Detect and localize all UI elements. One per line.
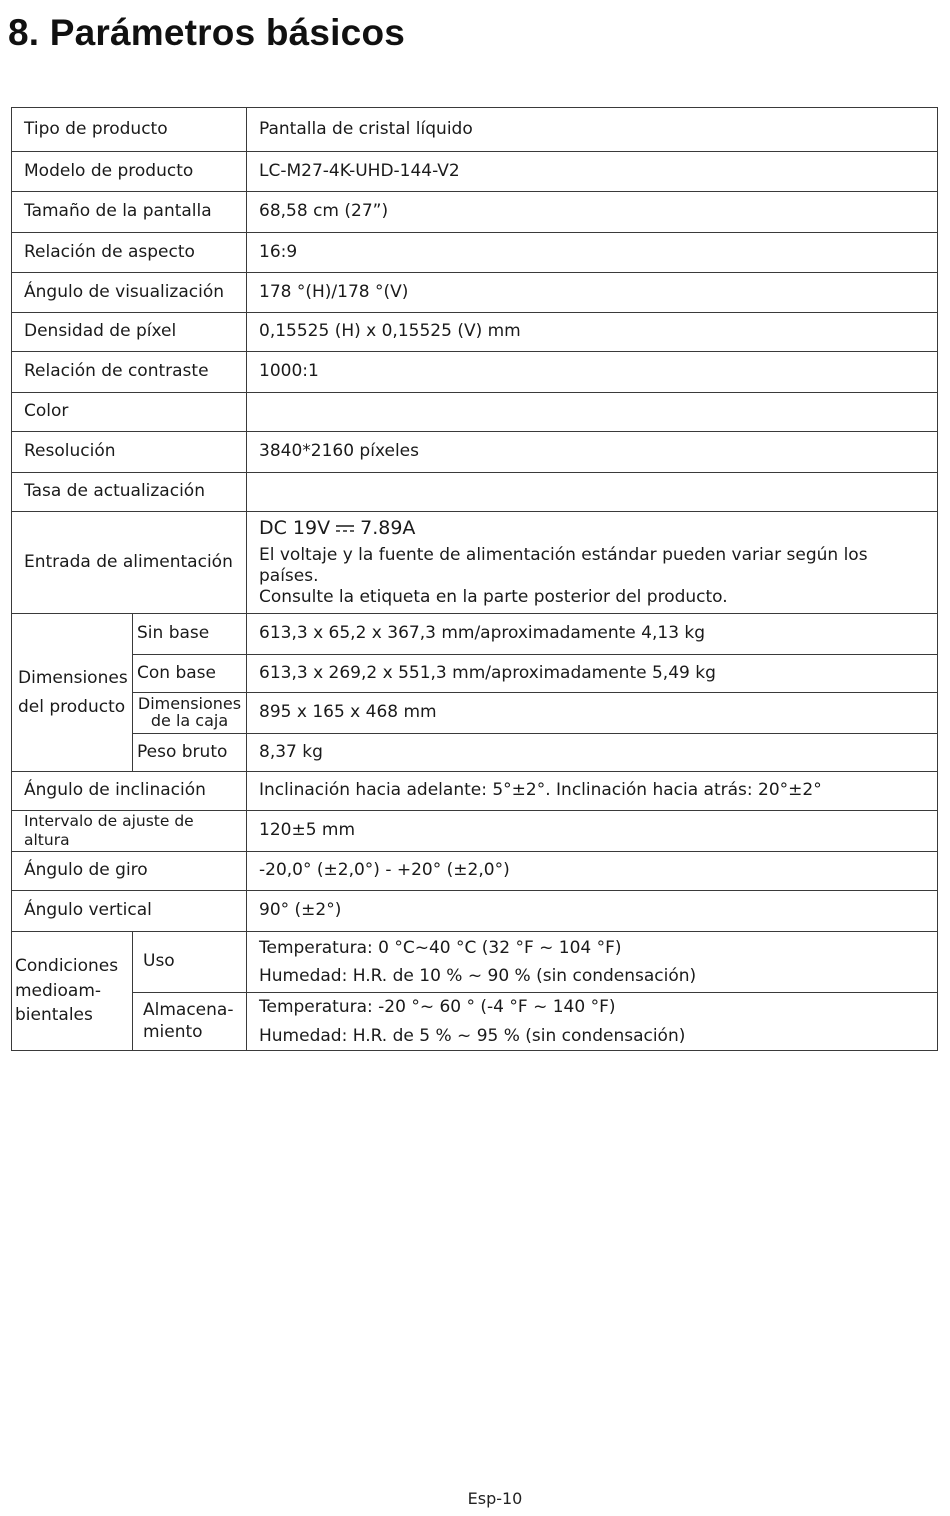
- sublabel-line: Dimensiones: [137, 694, 242, 714]
- spec-label: Resolución: [12, 432, 247, 473]
- power-note-1: El voltaje y la fuente de alimentación estándar pueden variar según los países.: [259, 544, 868, 586]
- spec-row-caja: [12, 693, 938, 734]
- spec-row-color: [12, 393, 938, 432]
- power-current: 7.89A: [360, 516, 416, 539]
- spec-value: -20,0° (±2,0°) - +20° (±2,0°): [247, 852, 938, 891]
- spec-label: Modelo de producto: [12, 152, 247, 192]
- spec-value: 895 x 165 x 468 mm: [247, 693, 938, 734]
- sublabel-line: Almacena-: [143, 1000, 234, 1021]
- spec-label: Densidad de píxel: [12, 313, 247, 352]
- spec-sublabel: Peso bruto: [133, 734, 247, 772]
- spec-row-peso: [12, 734, 938, 772]
- spec-value: 90° (±2°): [247, 891, 938, 932]
- group-label-line: bientales: [15, 1005, 93, 1026]
- spec-value: 613,3 x 65,2 x 367,3 mm/aproximadamente 4,13 kg: [247, 614, 938, 655]
- spec-row-densidad: [12, 313, 938, 352]
- spec-table: [11, 107, 938, 1051]
- spec-value: 1000:1: [247, 352, 938, 393]
- spec-label: Tamaño de la pantalla: [12, 192, 247, 233]
- group-label-line: Dimensiones: [18, 667, 128, 688]
- power-rating: [259, 517, 925, 541]
- spec-value: 3840*2160 píxeles: [247, 432, 938, 473]
- spec-row-tipo: [12, 108, 938, 152]
- power-note-2: Consulte la etiqueta en la parte posterior del producto.: [259, 587, 728, 607]
- spec-value-env: [247, 932, 938, 993]
- spec-value: Inclinación hacia adelante: 5°±2°. Inclinación hacia atrás: 20°±2°: [247, 772, 938, 811]
- env-humidity: Humedad: H.R. de 5 % ~ 95 % (sin condensación): [259, 1025, 686, 1046]
- spec-row-resolucion: [12, 432, 938, 473]
- spec-label: Tipo de producto: [12, 108, 247, 152]
- dc-symbol-icon: [335, 524, 355, 534]
- spec-label: Tasa de actualización: [12, 473, 247, 512]
- spec-row-inclinacion: [12, 772, 938, 811]
- sublabel-line: de la caja: [150, 711, 229, 730]
- spec-row-modelo: [12, 152, 938, 192]
- spec-label: Relación de aspecto: [12, 233, 247, 273]
- spec-row-con-base: [12, 655, 938, 693]
- spec-row-angulo-visualizacion: [12, 273, 938, 313]
- spec-row-uso: [12, 932, 938, 993]
- spec-row-almacenamiento: [12, 993, 938, 1051]
- spec-value: 178 °(H)/178 °(V): [247, 273, 938, 313]
- page-number: Esp-10: [467, 1489, 523, 1508]
- group-label-line: del producto: [18, 696, 126, 717]
- spec-value: 613,3 x 269,2 x 551,3 mm/aproximadamente 5,49 kg: [247, 655, 938, 693]
- spec-row-giro: [12, 852, 938, 891]
- spec-value: 120±5 mm: [247, 811, 938, 852]
- spec-sublabel: [133, 693, 247, 734]
- spec-row-aspecto: [12, 233, 938, 273]
- spec-value: Pantalla de cristal líquido: [247, 108, 938, 152]
- spec-sublabel: Con base: [133, 655, 247, 693]
- spec-label: Ángulo de inclinación: [12, 772, 247, 811]
- spec-label: Intervalo de ajuste de altura: [12, 811, 247, 852]
- page-title: 8. Parámetros básicos: [8, 12, 406, 53]
- spec-value: 16:9: [247, 233, 938, 273]
- spec-label: Ángulo de visualización: [12, 273, 247, 313]
- spec-label: Entrada de alimentación: [12, 512, 247, 614]
- spec-value-env: [247, 993, 938, 1051]
- spec-label: Relación de contraste: [12, 352, 247, 393]
- env-temp: Temperatura: -20 °~ 60 ° (-4 °F ~ 140 °F): [259, 997, 616, 1018]
- spec-sublabel: [133, 993, 247, 1051]
- spec-value: 68,58 cm (27”): [247, 192, 938, 233]
- power-voltage: DC 19V: [259, 516, 331, 539]
- spec-row-contraste: [12, 352, 938, 393]
- spec-value-power: [247, 512, 938, 614]
- dimensiones-group-label: [12, 614, 133, 772]
- spec-value: [247, 393, 938, 432]
- condiciones-group-label: [12, 932, 133, 1051]
- spec-label: Color: [12, 393, 247, 432]
- spec-sublabel: Sin base: [133, 614, 247, 655]
- spec-row-vertical: [12, 891, 938, 932]
- spec-value: [247, 473, 938, 512]
- spec-value: 0,15525 (H) x 0,15525 (V) mm: [247, 313, 938, 352]
- spec-label: Ángulo vertical: [12, 891, 247, 932]
- sublabel-line: miento: [143, 1021, 203, 1042]
- spec-sublabel: Uso: [133, 932, 247, 993]
- spec-row-altura: [12, 811, 938, 852]
- spec-row-tasa: [12, 473, 938, 512]
- spec-row-tamano: [12, 192, 938, 233]
- group-label-line: medioam-: [15, 980, 102, 1001]
- env-temp: Temperatura: 0 °C~40 °C (32 °F ~ 104 °F): [259, 937, 622, 958]
- group-label-line: Condiciones: [15, 956, 119, 977]
- spec-value: LC-M27-4K-UHD-144-V2: [247, 152, 938, 192]
- env-humidity: Humedad: H.R. de 10 % ~ 90 % (sin condensación): [259, 966, 697, 986]
- spec-label: Ángulo de giro: [12, 852, 247, 891]
- spec-row-sin-base: [12, 614, 938, 655]
- spec-value: 8,37 kg: [247, 734, 938, 772]
- spec-row-alimentacion: [12, 512, 938, 614]
